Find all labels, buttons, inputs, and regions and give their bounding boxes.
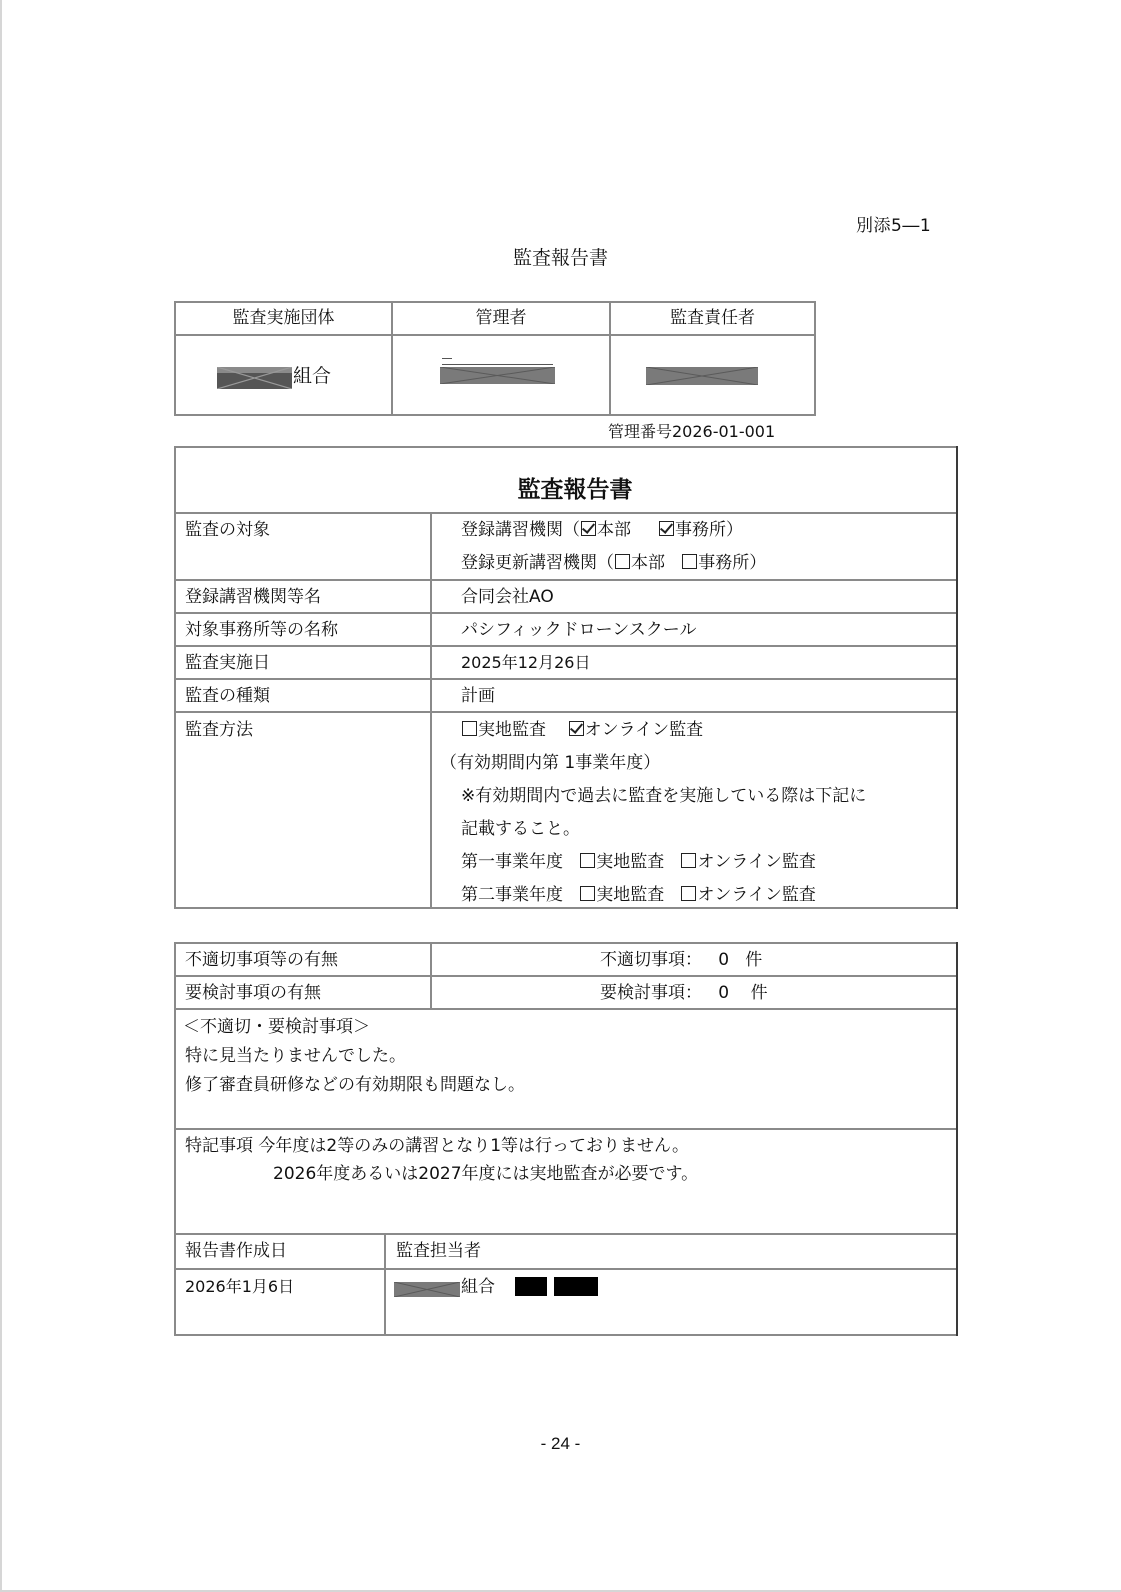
report-title: 監査報告書 — [517, 477, 633, 503]
row-label-audit-date: 監査実施日 — [185, 653, 270, 673]
checkbox-renewal-honbu[interactable] — [615, 554, 630, 569]
table-border — [174, 678, 958, 680]
special-label: 特記事項 — [185, 1136, 253, 1156]
table-border — [174, 1233, 958, 1235]
audit-date-value: 2025年12月26日 — [461, 653, 591, 672]
table-border — [174, 301, 816, 303]
table-border — [956, 446, 958, 909]
redacted-block — [646, 367, 758, 385]
year1-onsite: 実地監査 — [596, 852, 665, 872]
row-label-review: 要検討事項の有無 — [185, 983, 321, 1003]
year2-label: 第二事業年度 — [461, 885, 563, 905]
year1-row — [461, 852, 816, 872]
table-border — [174, 942, 176, 1336]
table-border — [174, 1334, 958, 1336]
page-edge — [0, 0, 2, 1592]
target-line2-opt1: 本部 — [631, 553, 665, 573]
table-border — [174, 446, 176, 909]
details-line-1: 特に見当たりませんでした。 — [185, 1046, 406, 1066]
checkbox-renewal-office[interactable] — [682, 554, 697, 569]
checkbox-honbu-checked[interactable] — [581, 521, 596, 536]
year1-label: 第一事業年度 — [461, 852, 563, 872]
table-border — [174, 1128, 958, 1130]
table-border — [174, 446, 958, 448]
row-label-target: 監査の対象 — [185, 520, 270, 540]
checkbox-year1-onsite[interactable] — [580, 853, 595, 868]
table-border — [174, 1268, 958, 1270]
target-line1-prefix: 登録講習機関（ — [461, 520, 580, 540]
review-value-label: 要検討事項： — [600, 983, 702, 1003]
table-border — [174, 579, 958, 581]
period-note: （有効期間内第 1事業年度） — [440, 753, 661, 773]
page-number: - 24 - — [540, 1434, 581, 1453]
created-date-label: 報告書作成日 — [185, 1241, 287, 1261]
table-border — [174, 414, 816, 416]
table-border — [174, 711, 958, 713]
details-line-2: 修了審査員研修などの有効期限も問題なし。 — [185, 1075, 525, 1095]
checkbox-year2-onsite[interactable] — [580, 886, 595, 901]
year2-online: オンライン監査 — [697, 885, 816, 905]
auditor-label: 監査担当者 — [396, 1241, 481, 1261]
row-label-office: 対象事務所等の名称 — [185, 620, 338, 640]
row-label-audit-method: 監査方法 — [185, 720, 253, 740]
checkbox-onsite[interactable] — [462, 721, 477, 736]
redacted-block — [394, 1282, 460, 1297]
row-label-institution: 登録講習機関等名 — [185, 587, 321, 607]
table-border — [174, 612, 958, 614]
opt-onsite: 実地監査 — [478, 720, 546, 740]
special-line-2: 2026年度あるいは2027年度には実地監査が必要です。 — [273, 1164, 699, 1184]
target-line2-opt2: 事務所） — [698, 553, 767, 573]
special-line1: 今年度は2等のみの講習となり1等は行っておりません。 — [258, 1136, 690, 1156]
audit-org-suffix: 組合 — [293, 365, 332, 387]
annex-label: 別添5―1 — [856, 216, 932, 236]
office-name-value: パシフィックドローンスクール — [461, 620, 697, 640]
year1-online: オンライン監査 — [697, 852, 816, 872]
redaction-artifact — [442, 364, 553, 365]
review-count-value: 0 — [718, 983, 730, 1003]
table-border — [174, 512, 958, 514]
opt-online: オンライン監査 — [584, 720, 704, 740]
redacted-block — [440, 367, 555, 384]
review-unit: 件 — [750, 983, 768, 1003]
table-border — [384, 1233, 386, 1336]
header-col-audit-org: 監査実施団体 — [232, 308, 335, 328]
document-title: 監査報告書 — [512, 247, 608, 269]
redaction-artifact — [442, 358, 452, 359]
inappropriate-count-value: 0 — [718, 950, 730, 970]
redacted-block — [217, 367, 292, 389]
table-border — [956, 942, 958, 1336]
year2-row — [461, 885, 816, 905]
row-label-inappropriate: 不適切事項等の有無 — [185, 950, 338, 970]
table-border — [430, 942, 432, 1010]
table-border — [174, 334, 816, 336]
audit-type-value: 計画 — [461, 686, 495, 706]
target-line1-opt2: 事務所） — [675, 520, 744, 540]
checkbox-year1-online[interactable] — [681, 853, 696, 868]
checkbox-online-checked[interactable] — [569, 721, 584, 736]
header-col-audit-lead: 監査責任者 — [670, 308, 755, 328]
checkbox-year2-online[interactable] — [681, 886, 696, 901]
checkbox-office-checked[interactable] — [659, 521, 674, 536]
institution-name-value: 合同会社AO — [461, 587, 554, 607]
table-border — [174, 645, 958, 647]
table-border — [814, 301, 816, 416]
target-line2-prefix: 登録更新講習機関（ — [461, 553, 614, 573]
audit-method-options — [461, 720, 703, 740]
row-label-audit-type: 監査の種類 — [185, 686, 270, 706]
header-col-manager: 管理者 — [475, 308, 527, 328]
table-border — [174, 975, 958, 977]
details-heading: ＜不適切・要検討事項＞ — [183, 1017, 370, 1037]
inappropriate-count — [600, 950, 762, 970]
redacted-block — [515, 1277, 547, 1296]
year2-onsite: 実地監査 — [596, 885, 665, 905]
target-line-2 — [461, 553, 766, 573]
note-line-2: 記載すること。 — [461, 819, 580, 839]
management-number: 管理番号2026-01-001 — [608, 422, 776, 441]
inappropriate-unit: 件 — [745, 950, 763, 970]
created-date-value: 2026年1月6日 — [185, 1277, 295, 1296]
special-notes-line-1 — [185, 1136, 689, 1156]
auditor-org-suffix: 組合 — [461, 1277, 495, 1297]
note-line-1: ※有効期間内で過去に監査を実施している際は下記に — [461, 786, 867, 806]
target-line1-opt1: 本部 — [597, 520, 631, 540]
target-line-1 — [461, 520, 743, 540]
table-border — [174, 942, 958, 944]
redacted-block — [554, 1277, 598, 1296]
table-border — [430, 512, 432, 909]
table-border — [174, 1008, 958, 1010]
review-count — [600, 983, 768, 1003]
table-border — [174, 907, 958, 909]
inappropriate-value-label: 不適切事項： — [600, 950, 702, 970]
